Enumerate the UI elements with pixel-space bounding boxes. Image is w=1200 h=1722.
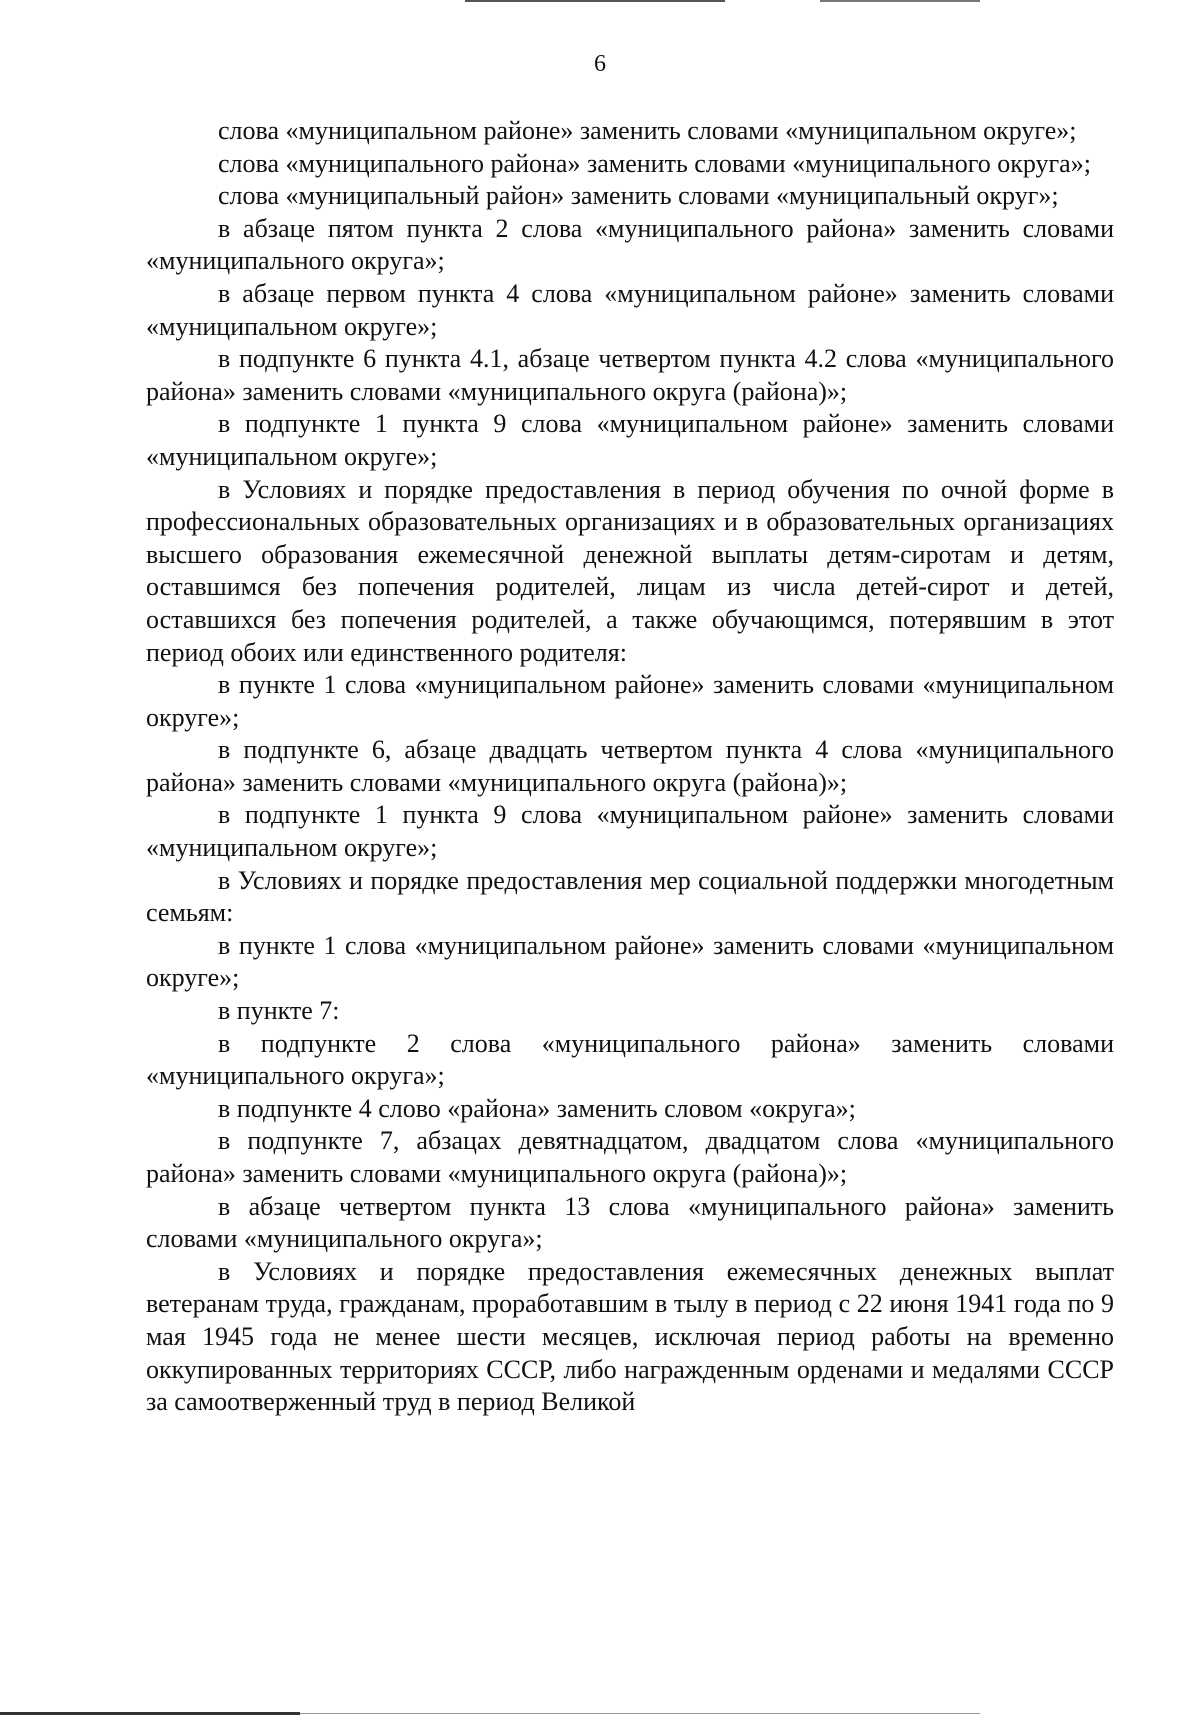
paragraph: в пункте 1 слова «муниципальном районе» заменить словами «муниципальном округе»; <box>146 670 1114 732</box>
paragraph: в подпункте 1 пункта 9 слова «муниципальном районе» заменить словами «муниципальном округе»; <box>146 409 1114 471</box>
paragraph: в абзаце пятом пункта 2 слова «муниципального района» заменить словами «муниципального округа»; <box>146 213 1114 276</box>
paragraph: в пункте 7: <box>218 996 340 1026</box>
paragraph: в Условиях и порядке предоставления мер социальной поддержки многодетным семьям: <box>146 865 1114 928</box>
paragraph: в абзаце четвертом пункта 13 слова «муниципального района» заменить словами «муниципального округа»; <box>146 1191 1114 1254</box>
scan-edge-line <box>820 0 980 2</box>
paragraph: слова «муниципального района» заменить словами «муниципального округа»; <box>218 148 1091 178</box>
paragraph: слова «муниципальный район» заменить словами «муниципальный округ»; <box>218 181 1059 211</box>
scan-edge-line <box>300 1713 980 1714</box>
paragraph: в пункте 1 слова «муниципальном районе» заменить словами «муниципальном округе»; <box>146 930 1114 993</box>
paragraph: в подпункте 4 слово «района» заменить словом «округа»; <box>218 1093 856 1123</box>
scan-edge-line <box>465 0 725 2</box>
paragraph: в абзаце первом пункта 4 слова «муниципальном районе» заменить словами «муниципальном округе»; <box>146 278 1114 341</box>
page-number: 6 <box>594 51 606 77</box>
scan-edge-line <box>0 1712 300 1715</box>
document-body <box>146 115 1114 1419</box>
paragraph: в подпункте 2 слова «муниципального района» заменить словами «муниципального округа»; <box>146 1028 1114 1091</box>
paragraph: в Условиях и порядке предоставления ежемесячных денежных выплат ветеранам труда, гражданам, проработавшим в тылу в период с 22 июня 1941 года по 9 мая 1945 года не менее шести месяцев, исключая период работы на временно оккупированных территориях СССР, либо награжденным орденами и медалями СССР за самоотверженный труд в период Великой <box>146 1256 1114 1417</box>
paragraph: в подпункте 1 пункта 9 слова «муниципальном районе» заменить словами «муниципальном округе»; <box>146 800 1114 863</box>
paragraph: в подпункте 7, абзацах девятнадцатом, двадцатом слова «муниципального района» заменить словами «муниципального округа (района)»; <box>146 1126 1114 1188</box>
paragraph: в Условиях и порядке предоставления в период обучения по очной форме в профессиональных образовательных организациях и в образовательных организациях высшего образования ежемесячной денежной выплаты детям-сиротам и детям, оставшимся без попечения родителей, лицам из числа детей-сирот и детей, оставшихся без попечения родителей, а также обучающимся, потерявшим в этот период обоих или единственного родителя: <box>146 474 1114 667</box>
paragraph: в подпункте 6, абзаце двадцать четвертом пункта 4 слова «муниципального района» заменить словами «муниципального округа (района)»; <box>146 735 1114 797</box>
paragraph: в подпункте 6 пункта 4.1, абзаце четвертом пункта 4.2 слова «муниципального района» заменить словами «муниципального округа (района)»; <box>146 344 1114 406</box>
paragraph: слова «муниципальном районе» заменить словами «муниципальном округе»; <box>218 116 1077 145</box>
